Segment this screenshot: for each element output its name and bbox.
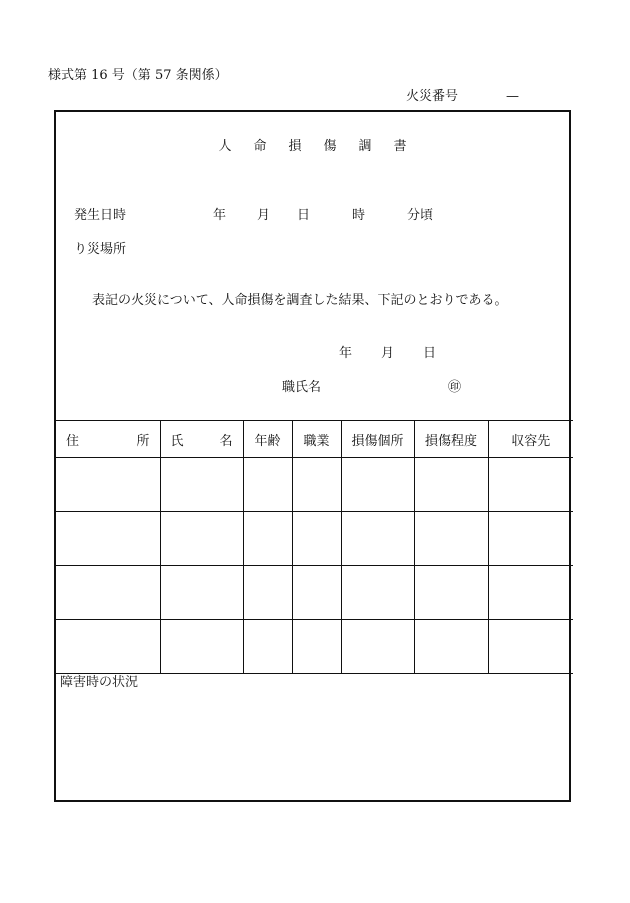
cell-injury-degree[interactable] xyxy=(414,620,488,674)
header-name: 氏 名 xyxy=(160,421,243,458)
header-injury-degree: 損傷程度 xyxy=(414,421,488,458)
cell-injury-degree[interactable] xyxy=(414,458,488,512)
cell-injury-location[interactable] xyxy=(341,566,414,620)
situation-label: 障害時の状況 xyxy=(60,675,139,690)
report-year-unit: 年 xyxy=(339,346,353,361)
cell-injury-location[interactable] xyxy=(341,512,414,566)
investigator-name-label: 職氏名 xyxy=(282,380,322,395)
cell-name[interactable] xyxy=(160,512,243,566)
title-char: 損 xyxy=(288,139,302,154)
occurrence-minute-unit: 分頃 xyxy=(407,208,434,223)
occurrence-year-unit: 年 xyxy=(213,208,227,223)
title-char: 命 xyxy=(253,139,267,154)
cell-occupation[interactable] xyxy=(292,512,341,566)
header-hospital: 収容先 xyxy=(488,421,573,458)
table-row xyxy=(56,512,573,566)
header-age: 年齢 xyxy=(243,421,292,458)
cell-age[interactable] xyxy=(243,620,292,674)
form-number-label: 様式第 16 号（第 57 条関係） xyxy=(48,68,228,83)
table-row xyxy=(56,620,573,674)
cell-age[interactable] xyxy=(243,458,292,512)
header-address: 住 所 xyxy=(56,421,160,458)
table-row xyxy=(56,458,573,512)
title-char: 傷 xyxy=(323,139,337,154)
header-occupation: 職業 xyxy=(292,421,341,458)
title-char: 人 xyxy=(218,139,232,154)
cell-name[interactable] xyxy=(160,458,243,512)
cell-occupation[interactable] xyxy=(292,566,341,620)
document-title xyxy=(56,139,569,155)
fire-number-dash: — xyxy=(506,89,519,104)
cell-address[interactable] xyxy=(56,566,160,620)
cell-occupation[interactable] xyxy=(292,620,341,674)
cell-age[interactable] xyxy=(243,566,292,620)
title-char: 調 xyxy=(358,139,372,154)
occurrence-month-unit: 月 xyxy=(257,208,271,223)
cell-age[interactable] xyxy=(243,512,292,566)
seal-mark: ㊞ xyxy=(448,380,462,395)
title-char: 書 xyxy=(393,139,407,154)
cell-hospital[interactable] xyxy=(488,458,573,512)
occurrence-day-unit: 日 xyxy=(297,208,311,223)
fire-number-label: 火災番号 xyxy=(406,89,459,104)
cell-hospital[interactable] xyxy=(488,566,573,620)
statement-text: 表記の火災について、人命損傷を調査した結果、下記のとおりである。 xyxy=(92,293,508,308)
cell-injury-location[interactable] xyxy=(341,458,414,512)
cell-injury-degree[interactable] xyxy=(414,566,488,620)
cell-hospital[interactable] xyxy=(488,620,573,674)
cell-address[interactable] xyxy=(56,458,160,512)
cell-name[interactable] xyxy=(160,566,243,620)
cell-address[interactable] xyxy=(56,620,160,674)
fire-place-label: り災場所 xyxy=(74,242,127,257)
table-row xyxy=(56,566,573,620)
cell-occupation[interactable] xyxy=(292,458,341,512)
report-day-unit: 日 xyxy=(423,346,437,361)
report-month-unit: 月 xyxy=(381,346,395,361)
cell-injury-degree[interactable] xyxy=(414,512,488,566)
occurrence-datetime-label: 発生日時 xyxy=(74,208,127,223)
cell-injury-location[interactable] xyxy=(341,620,414,674)
cell-address[interactable] xyxy=(56,512,160,566)
cell-hospital[interactable] xyxy=(488,512,573,566)
casualty-table xyxy=(56,420,573,674)
cell-name[interactable] xyxy=(160,620,243,674)
form-frame xyxy=(54,110,571,802)
occurrence-hour-unit: 時 xyxy=(352,208,366,223)
table-header-row xyxy=(56,421,573,458)
header-injury-location: 損傷個所 xyxy=(341,421,414,458)
